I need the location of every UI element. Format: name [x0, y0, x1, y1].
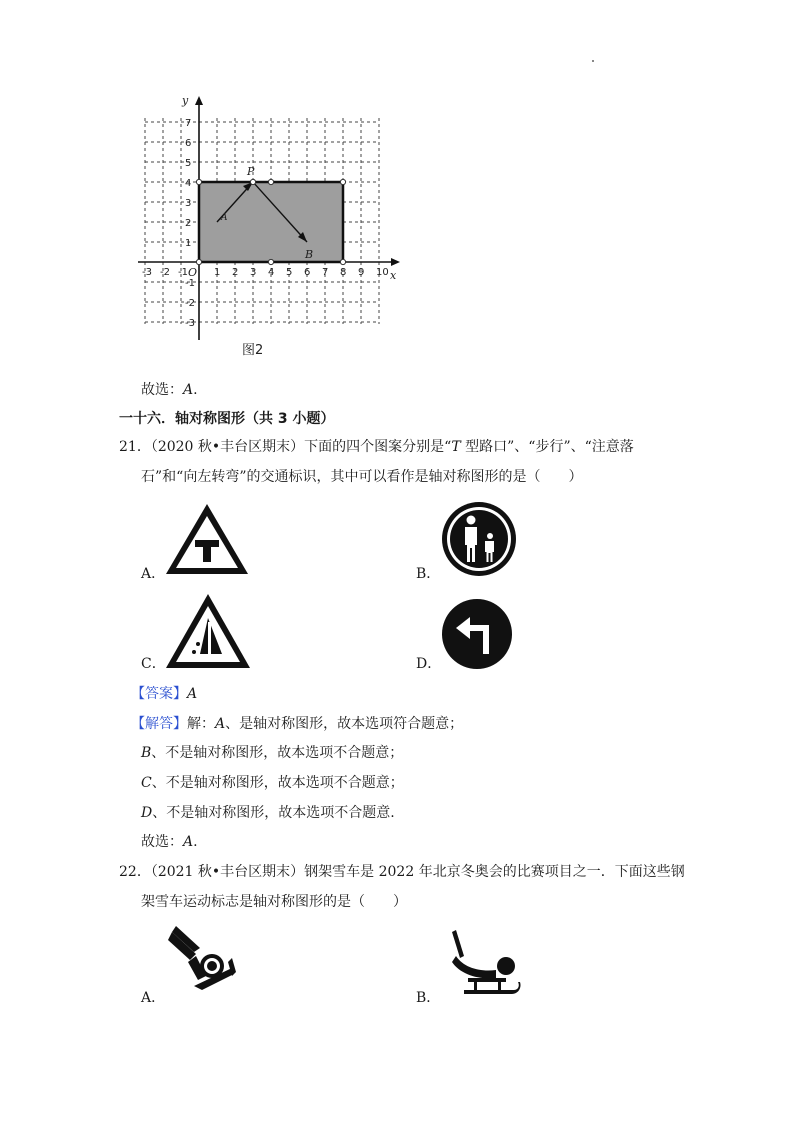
prev-conclusion: 故选：A.	[141, 382, 198, 398]
q21-option-b-label: B．	[416, 566, 441, 582]
x-tick-label: 5	[286, 267, 293, 278]
y-tick-label: 6	[185, 138, 192, 149]
x-axis-arrow	[391, 258, 400, 266]
y-tick-label: 7	[185, 118, 192, 129]
falling-rocks-sign-icon	[164, 592, 252, 670]
section-heading: 一十六．轴对称图形（共 3 小题）	[119, 411, 335, 427]
x-axis-label: x	[390, 269, 397, 282]
y-tick-label: -2	[185, 298, 195, 309]
y-tick-label: 1	[185, 238, 192, 249]
figure-caption: 图2	[242, 343, 264, 358]
y-tick-label: 5	[185, 158, 192, 169]
x-tick-label: -3	[142, 267, 152, 278]
x-tick-label: 8	[340, 267, 347, 278]
q21-option-c-label: C．	[141, 656, 166, 672]
q21-analysis-line-d: D、不是轴对称图形，故本选项不合题意.	[141, 805, 395, 821]
x-tick-label: 4	[268, 267, 275, 278]
point-b-label: B	[305, 248, 314, 261]
x-tick-label: -2	[160, 267, 170, 278]
q21-line2: 石”和“向左转弯”的交通标识，其中可以看作是轴对称图形的是（ ）	[141, 469, 583, 485]
page-speck	[592, 60, 594, 62]
q21-analysis-line-b: B、不是轴对称图形，故本选项不合题意；	[141, 745, 404, 761]
q21-line1: 21．（2020 秋•丰台区期末）下面的四个图案分别是“T 型路口”、“步行”、“注意落	[119, 439, 634, 455]
x-tick-label: -1	[178, 267, 188, 278]
point-p-label: P	[247, 165, 255, 178]
point-a-label: A	[221, 213, 228, 223]
origin-label: O	[188, 266, 198, 279]
q22-line1: 22．（2021 秋•丰台区期末）钢架雪车是 2022 年北京冬奥会的比赛项目之一．下面这些钢	[119, 864, 685, 880]
x-tick-label: 3	[250, 267, 257, 278]
y-axis-label: y	[182, 94, 189, 107]
pedestrian-sign-icon	[440, 500, 518, 578]
coordinate-figure	[130, 88, 410, 368]
y-tick-label: 2	[185, 218, 192, 229]
x-tick-label: 9	[358, 267, 365, 278]
q21-analysis-line-c: C、不是轴对称图形，故本选项不合题意；	[141, 775, 404, 791]
skeleton-sled-a-icon	[166, 922, 244, 1000]
y-tick-label: -3	[185, 318, 195, 329]
q21-analysis-line-a: 【解答】解：A、是轴对称图形，故本选项符合题意；	[131, 716, 464, 732]
x-tick-label: 2	[232, 267, 239, 278]
x-tick-label: 10	[376, 267, 389, 278]
q21-option-a-label: A．	[141, 566, 166, 582]
q22-option-a-label: A．	[141, 990, 166, 1006]
x-tick-label: 7	[322, 267, 329, 278]
x-tick-label: 6	[304, 267, 311, 278]
q21-answer: 【答案】A	[131, 686, 198, 702]
q21-option-d-label: D．	[416, 656, 442, 672]
y-tick-label: 4	[185, 178, 192, 189]
t-junction-sign-icon	[162, 500, 252, 578]
y-axis-arrow	[195, 96, 203, 105]
q21-conclusion: 故选：A.	[141, 834, 198, 850]
turn-left-sign-icon	[440, 598, 514, 670]
x-tick-label: 1	[214, 267, 221, 278]
q22-line2: 架雪车运动标志是轴对称图形的是（ ）	[141, 894, 407, 910]
skeleton-sled-b-icon	[440, 924, 522, 1004]
q22-option-b-label: B．	[416, 990, 441, 1006]
y-tick-label: -1	[185, 278, 195, 289]
y-tick-label: 3	[185, 198, 192, 209]
